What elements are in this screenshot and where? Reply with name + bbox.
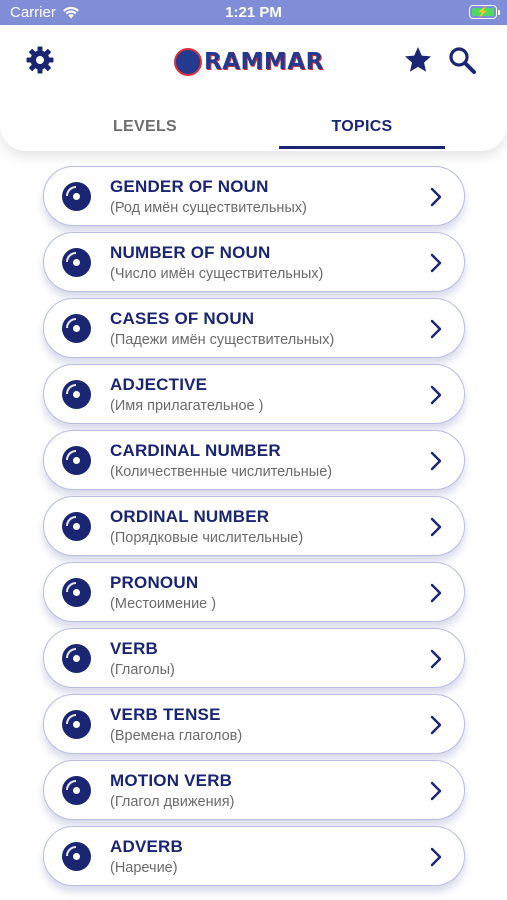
- topic-item-10[interactable]: [43, 760, 465, 820]
- search-button[interactable]: [445, 43, 479, 77]
- topic-title: MOTION VERB: [110, 771, 233, 790]
- topic-item-11[interactable]: [43, 826, 465, 886]
- topic-subtitle: (Местоимение ): [110, 596, 217, 612]
- status-time: 1:21 PM: [225, 4, 282, 21]
- settings-button[interactable]: [24, 44, 56, 76]
- topic-item-8[interactable]: [43, 628, 465, 688]
- topic-subtitle: (Порядковые числительные): [110, 530, 304, 546]
- chevron-right-icon: [426, 715, 446, 735]
- chevron-right-icon: [426, 781, 446, 801]
- topic-item-4[interactable]: [43, 364, 465, 424]
- chevron-right-icon: [426, 517, 446, 537]
- topic-title: VERB: [110, 639, 159, 658]
- topic-subtitle: (Род имён существительных): [110, 200, 307, 216]
- topic-title: CASES OF NOUN: [110, 309, 255, 328]
- chevron-right-icon: [426, 451, 446, 471]
- favorites-button[interactable]: [401, 43, 435, 77]
- active-tab-indicator: [279, 146, 445, 149]
- topic-item-6[interactable]: [43, 496, 465, 556]
- tab-topics[interactable]: TOPICS: [331, 118, 393, 135]
- topic-title: CARDINAL NUMBER: [110, 441, 281, 460]
- topic-title: ADVERB: [110, 837, 183, 856]
- chevron-right-icon: [426, 847, 446, 867]
- disc-icon: [62, 842, 91, 871]
- chevron-right-icon: [426, 385, 446, 405]
- disc-icon: [62, 182, 91, 211]
- topic-title: VERB TENSE: [110, 705, 221, 724]
- topic-title: GENDER OF NOUN: [110, 177, 269, 196]
- app-header: [0, 25, 507, 151]
- topic-item-1[interactable]: [43, 166, 465, 226]
- topic-subtitle: (Наречие): [110, 860, 178, 876]
- disc-icon: [62, 776, 91, 805]
- topic-item-5[interactable]: [43, 430, 465, 490]
- topic-item-9[interactable]: [43, 694, 465, 754]
- topic-subtitle: (Глагол движения): [110, 794, 235, 810]
- tab-levels[interactable]: LEVELS: [112, 118, 178, 135]
- chevron-right-icon: [426, 319, 446, 339]
- chevron-right-icon: [426, 187, 446, 207]
- topic-title: PRONOUN: [110, 573, 199, 592]
- app-logo: [174, 43, 336, 81]
- topic-item-7[interactable]: [43, 562, 465, 622]
- logo-text: RAMMAR: [204, 49, 324, 75]
- topic-subtitle: (Времена глаголов): [110, 728, 243, 744]
- logo-emblem: [174, 48, 202, 76]
- disc-icon: [62, 512, 91, 541]
- topic-subtitle: (Глаголы): [110, 662, 175, 678]
- disc-icon: [62, 380, 91, 409]
- chevron-right-icon: [426, 253, 446, 273]
- topic-subtitle: (Имя прилагательное ): [110, 398, 264, 414]
- chevron-right-icon: [426, 583, 446, 603]
- carrier-label: Carrier: [10, 4, 56, 21]
- search-icon: [447, 45, 477, 75]
- topic-item-2[interactable]: [43, 232, 465, 292]
- star-icon: [403, 45, 433, 75]
- topic-title: ADJECTIVE: [110, 375, 208, 394]
- topic-subtitle: (Число имён существительных): [110, 266, 324, 282]
- disc-icon: [62, 578, 91, 607]
- topic-title: NUMBER OF NOUN: [110, 243, 271, 262]
- disc-icon: [62, 446, 91, 475]
- disc-icon: [62, 644, 91, 673]
- status-bar: [0, 0, 507, 25]
- topic-subtitle: (Количественные числительные): [110, 464, 333, 480]
- disc-icon: [62, 248, 91, 277]
- gear-icon: [25, 45, 55, 75]
- disc-icon: [62, 314, 91, 343]
- topic-title: ORDINAL NUMBER: [110, 507, 270, 526]
- battery-icon: ⚡: [469, 5, 497, 19]
- chevron-right-icon: [426, 649, 446, 669]
- topic-subtitle: (Падежи имён существительных): [110, 332, 335, 348]
- disc-icon: [62, 710, 91, 739]
- topic-item-3[interactable]: [43, 298, 465, 358]
